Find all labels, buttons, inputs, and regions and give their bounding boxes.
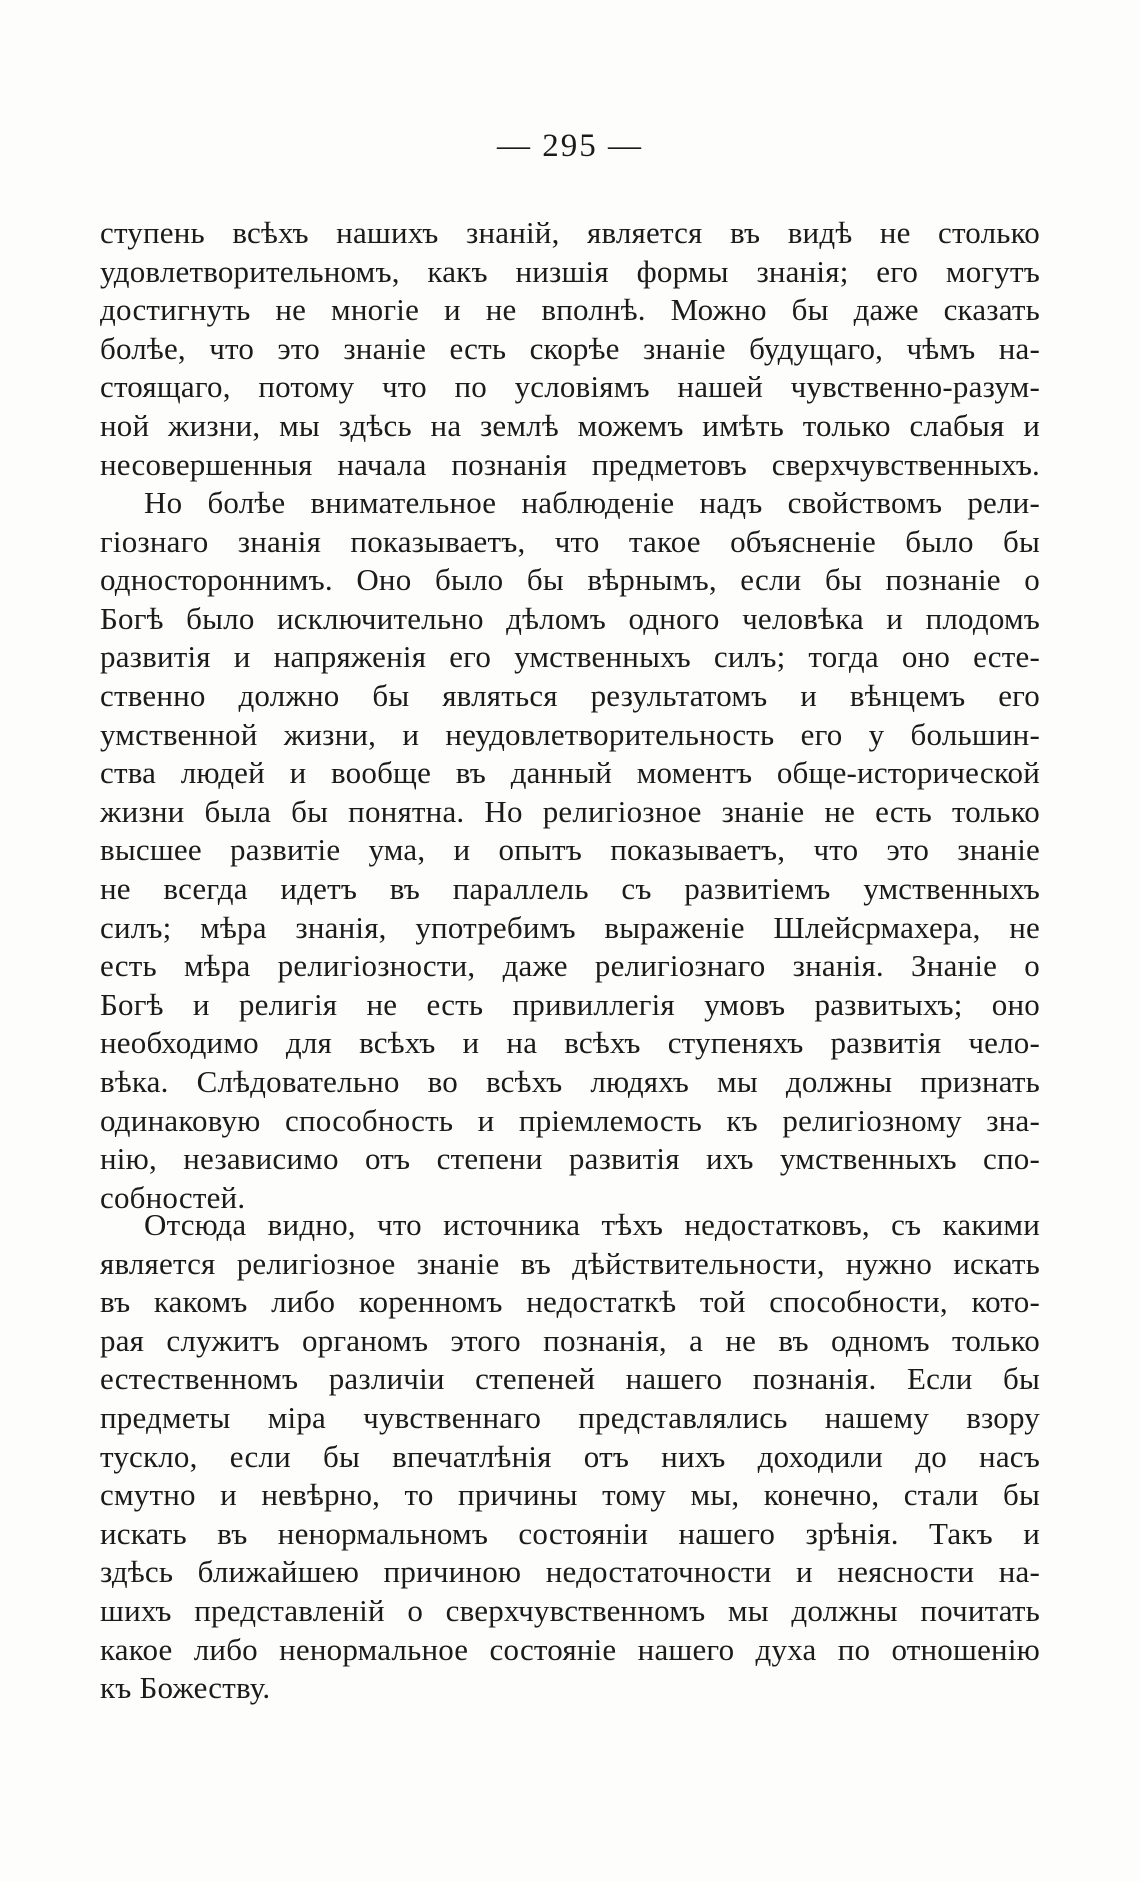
text-line: удовлетворительномъ, какъ низшія формы знанія; его могутъ [100, 253, 1040, 289]
text-line: высшее развитіе ума, и опытъ показываетъ, что это знаніе [100, 832, 1040, 868]
text-line: искать въ ненормальномъ состояніи нашего зрѣнія. Такъ и [100, 1515, 1040, 1551]
text-line: гіознаго знанія показываетъ, что такое объясненіе было бы [100, 523, 1040, 559]
paragraph-1 [100, 214, 1040, 484]
text-line: нію, независимо отъ степени развитія ихъ умственныхъ спо- [100, 1141, 1040, 1177]
paragraph-2 [100, 484, 1040, 1217]
text-line: одностороннимъ. Оно было бы вѣрнымъ, если бы познаніе о [100, 562, 1040, 598]
text-line: къ Божеству. [100, 1670, 271, 1706]
text-line: Но болѣе внимательное наблюденіе надъ свойствомъ рели- [144, 485, 1040, 520]
text-line: необходимо для всѣхъ и на всѣхъ ступеняхъ развитія чело- [100, 1025, 1040, 1061]
text-line: есть мѣра религіозности, даже религіознаго знанія. Знаніе о [100, 948, 1040, 984]
text-line: ственно должно бы являться результатомъ и вѣнцемъ его [100, 677, 1040, 713]
text-line: Богѣ и религія не есть привиллегія умовъ развитыхъ; оно [100, 986, 1040, 1022]
text-line: является религіозное знаніе въ дѣйствительности, нужно искать [100, 1245, 1040, 1281]
text-line: ступень всѣхъ нашихъ знаній, является въ видѣ не столько [100, 215, 1040, 250]
text-line: смутно и невѣрно, то причины тому мы, конечно, стали бы [100, 1477, 1040, 1513]
text-line: предметы міра чувственнаго представлялись нашему взору [100, 1399, 1040, 1435]
page-number: — 295 — [497, 128, 643, 164]
text-line: не всегда идетъ въ параллель съ развитіемъ умственныхъ [100, 870, 1040, 906]
text-line: умственной жизни, и неудовлетворительность его у большин- [100, 716, 1040, 752]
text-line: одинаковую способность и пріемлемость къ религіозному зна- [100, 1102, 1040, 1138]
text-line: стоящаго, потому что по условіямъ нашей чувственно-разум- [100, 369, 1040, 405]
text-line: шихъ представленій о сверхчувственномъ мы должны почитать [100, 1592, 1040, 1628]
text-line: болѣе, что это знаніе есть скорѣе знаніе будущаго, чѣмъ на- [100, 330, 1040, 366]
text-line: здѣсь ближайшею причиною недостаточности и неясности на- [100, 1554, 1040, 1590]
text-line: достигнуть не многіе и не вполнѣ. Можно бы даже сказать [100, 292, 1040, 328]
text-line: ной жизни, мы здѣсь на землѣ можемъ имѣть только слабыя и [100, 407, 1040, 443]
text-line: развитія и напряженія его умственныхъ силъ; тогда оно есте- [100, 639, 1040, 675]
text-line: тускло, если бы впечатлѣнія отъ нихъ доходили до насъ [100, 1438, 1040, 1474]
text-line: вѣка. Слѣдовательно во всѣхъ людяхъ мы должны признать [100, 1063, 1040, 1099]
text-line: несовершенныя начала познанія предметовъ сверхчувственныхъ. [100, 446, 1040, 482]
text-line: собностей. [100, 1179, 246, 1215]
text-line: Богѣ было исключительно дѣломъ одного человѣка и плодомъ [100, 600, 1040, 636]
text-line: въ какомъ либо коренномъ недостаткѣ той способности, кото- [100, 1284, 1040, 1320]
text-line: ства людей и вообще въ данный моментъ обще-исторической [100, 755, 1040, 791]
text-line: Отсюда видно, что источника тѣхъ недостатковъ, съ какими [144, 1207, 1040, 1242]
text-line: какое либо ненормальное состояніе нашего духа по отношенію [100, 1631, 1040, 1667]
text-line: рая служитъ органомъ этого познанія, а не въ одномъ только [100, 1322, 1040, 1358]
paragraph-3 [100, 1206, 1040, 1708]
text-line: силъ; мѣра знанія, употребимъ выраженіе Шлейсрмахера, не [100, 909, 1040, 945]
text-line: жизни была бы понятна. Но религіозное знаніе не есть только [100, 793, 1040, 829]
text-line: естественномъ различіи степеней нашего познанія. Если бы [100, 1361, 1040, 1397]
